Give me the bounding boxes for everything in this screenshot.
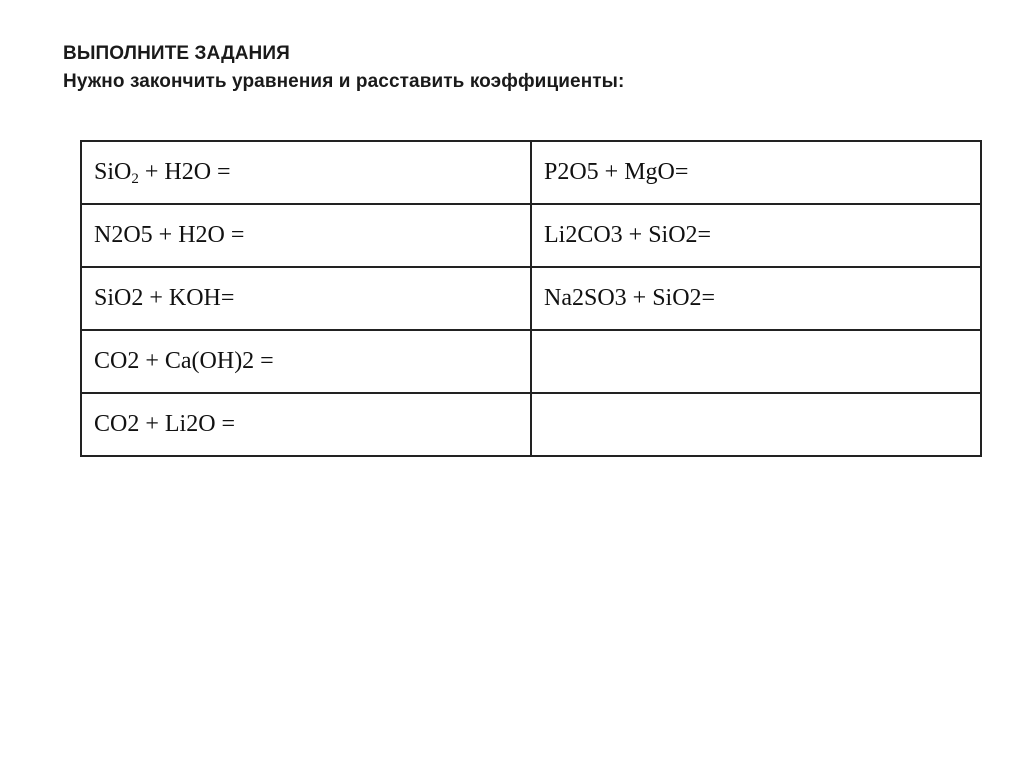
equation-cell: Li2CO3 + SiO2= <box>531 204 981 267</box>
task-instruction: Нужно закончить уравнения и расставить коэффициенты: <box>63 71 625 92</box>
empty-cell <box>531 330 981 393</box>
equation-cell: N2O5 + H2O = <box>81 204 531 267</box>
formula-subscript: 2 <box>131 171 139 187</box>
equation-cell: CO2 + Ca(OH)2 = <box>81 330 531 393</box>
table-row <box>81 267 981 330</box>
equation-cell: SiO2 + KOH= <box>81 267 531 330</box>
equations-table <box>80 140 982 457</box>
equation-cell: P2O5 + MgO= <box>531 141 981 204</box>
task-title: ВЫПОЛНИТЕ ЗАДАНИЯ <box>63 43 290 64</box>
table-row <box>81 393 981 456</box>
table-row <box>81 141 981 204</box>
table-row <box>81 204 981 267</box>
table-row <box>81 330 981 393</box>
task-heading <box>63 40 624 96</box>
formula-rest: + H2O = <box>138 159 231 185</box>
empty-cell <box>531 393 981 456</box>
equation-cell: CO2 + Li2O = <box>81 393 531 456</box>
equation-cell <box>81 141 531 204</box>
equation-cell: Na2SO3 + SiO2= <box>531 267 981 330</box>
formula-base: SiO <box>94 159 132 185</box>
